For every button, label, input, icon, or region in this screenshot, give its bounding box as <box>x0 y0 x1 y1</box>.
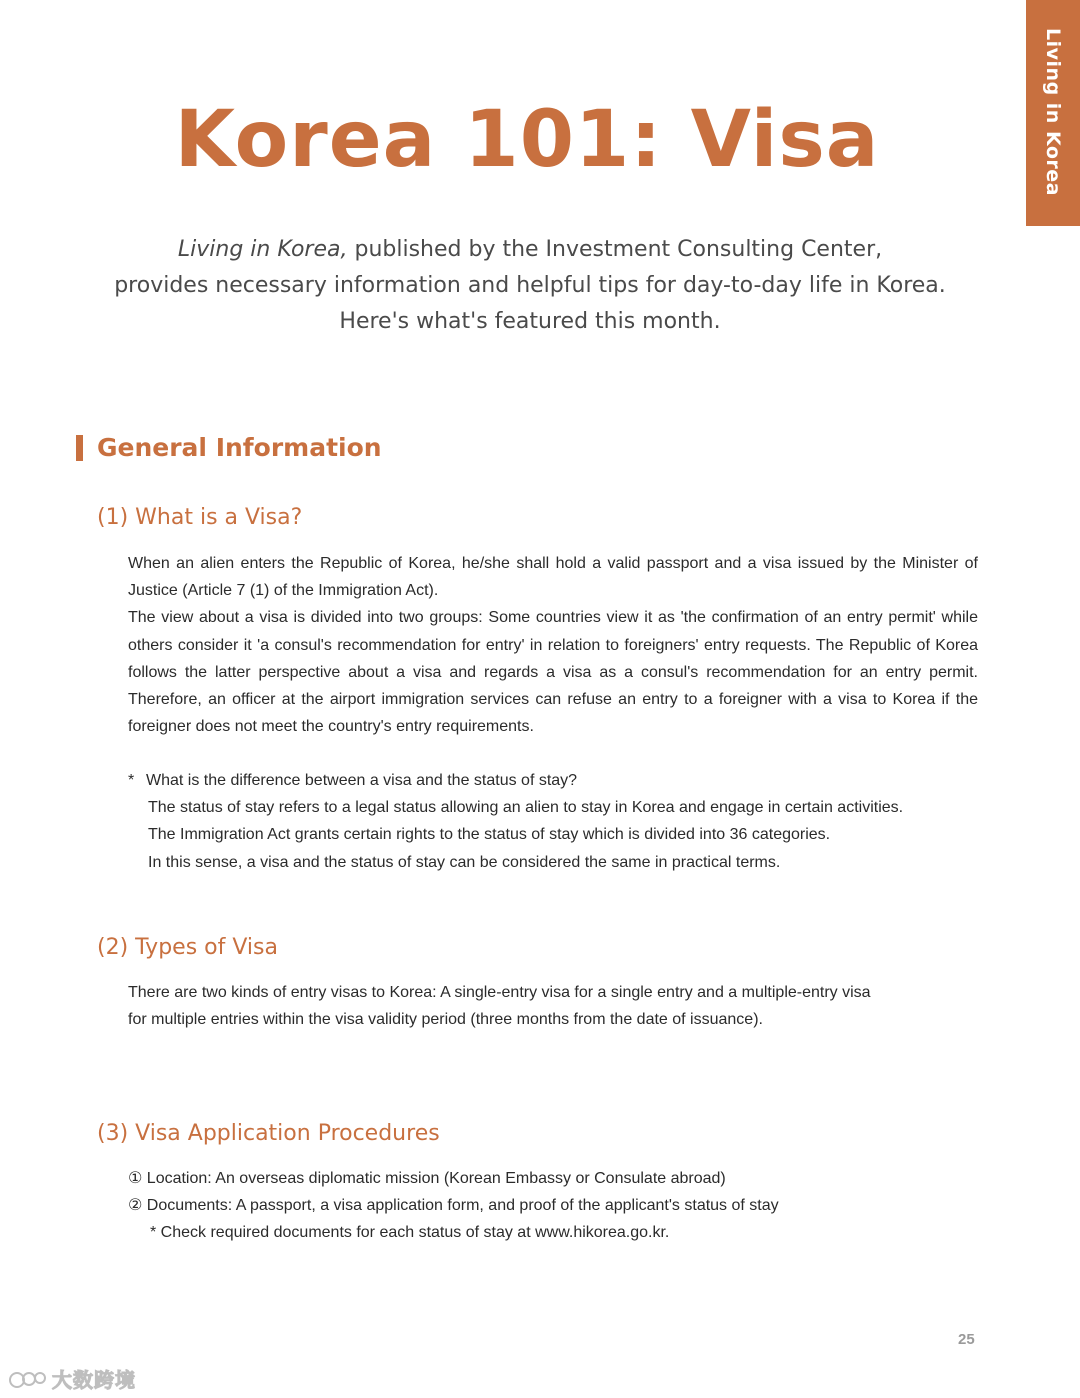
page-number: 25 <box>958 1331 975 1348</box>
section-bar-marker <box>76 435 83 461</box>
note-line-1: The status of stay refers to a legal status allowing an alien to stay in Korea and engage in certain activities. <box>148 799 904 817</box>
intro-paragraph <box>60 232 1000 340</box>
subheading-application-procedures: (3) Visa Application Procedures <box>97 1121 440 1146</box>
procedures-list <box>128 1165 988 1247</box>
section-title: General Information <box>97 433 382 462</box>
section-heading <box>76 433 382 462</box>
what-is-visa-body <box>128 550 978 740</box>
intro-line-2: provides necessary information and helpful tips for day-to-day life in Korea. <box>114 273 946 298</box>
intro-line-1 <box>60 232 1000 268</box>
subheading-types-of-visa: (2) Types of Visa <box>97 935 278 960</box>
watermark <box>8 1364 136 1393</box>
procedure-item-documents: ② Documents: A passport, a visa application form, and proof of the applicant's status of stay <box>128 1197 779 1215</box>
procedure-note-link: * Check required documents for each status of stay at www.hikorea.go.kr. <box>150 1224 670 1242</box>
side-tab-label: Living in Korea <box>1042 28 1064 196</box>
note-line-2: The Immigration Act grants certain rights to the status of stay which is divided into 36 categories. <box>148 826 831 844</box>
note-question: What is the difference between a visa and the status of stay? <box>146 772 578 789</box>
watermark-text: 大数跨境 <box>52 1368 136 1392</box>
intro-line-3: Here's what's featured this month. <box>339 309 721 334</box>
what-is-visa-paragraph-1: When an alien enters the Republic of Korea, he/she shall hold a valid passport and a visa issued by the Minister of Justice (Article 7 (1) of the Immigration Act). <box>128 555 978 600</box>
procedure-item-location: ① Location: An overseas diplomatic mission (Korean Embassy or Consulate abroad) <box>128 1170 726 1187</box>
note-marker: * <box>128 772 135 789</box>
intro-line-1-rest: published by the Investment Consulting Center, <box>347 237 883 262</box>
types-of-visa-line-2: for multiple entries within the visa validity period (three months from the date of issuance). <box>128 1011 763 1029</box>
types-of-visa-line-1: There are two kinds of entry visas to Korea: A single-entry visa for a single entry and a multiple-entry visa <box>128 984 871 1001</box>
publication-name: Living in Korea, <box>177 237 348 262</box>
what-is-visa-paragraph-2: The view about a visa is divided into two groups: Some countries view it as 'the confirmation of an entry permit' while others consider it 'a consul's recommendation for entry' in relation to foreigners' entry requests. The Republic of Korea follows the latter perspective about a visa and regards a visa as a consul's recommendation for an entry permit. Therefore, an officer at the airport immigration services can refuse an entry to a foreigner with a visa to Korea if the foreigner does not meet the country's entry requirements. <box>128 609 978 736</box>
subheading-what-is-visa: (1) What is a Visa? <box>97 505 303 530</box>
note-question-line <box>128 767 988 794</box>
note-line-3: In this sense, a visa and the status of stay can be considered the same in practical terms. <box>148 853 781 871</box>
watermark-logo-icon <box>8 1368 48 1390</box>
page-title: Korea 101: Visa <box>174 95 880 185</box>
types-of-visa-body <box>128 979 988 1033</box>
visa-vs-status-note <box>128 767 988 876</box>
